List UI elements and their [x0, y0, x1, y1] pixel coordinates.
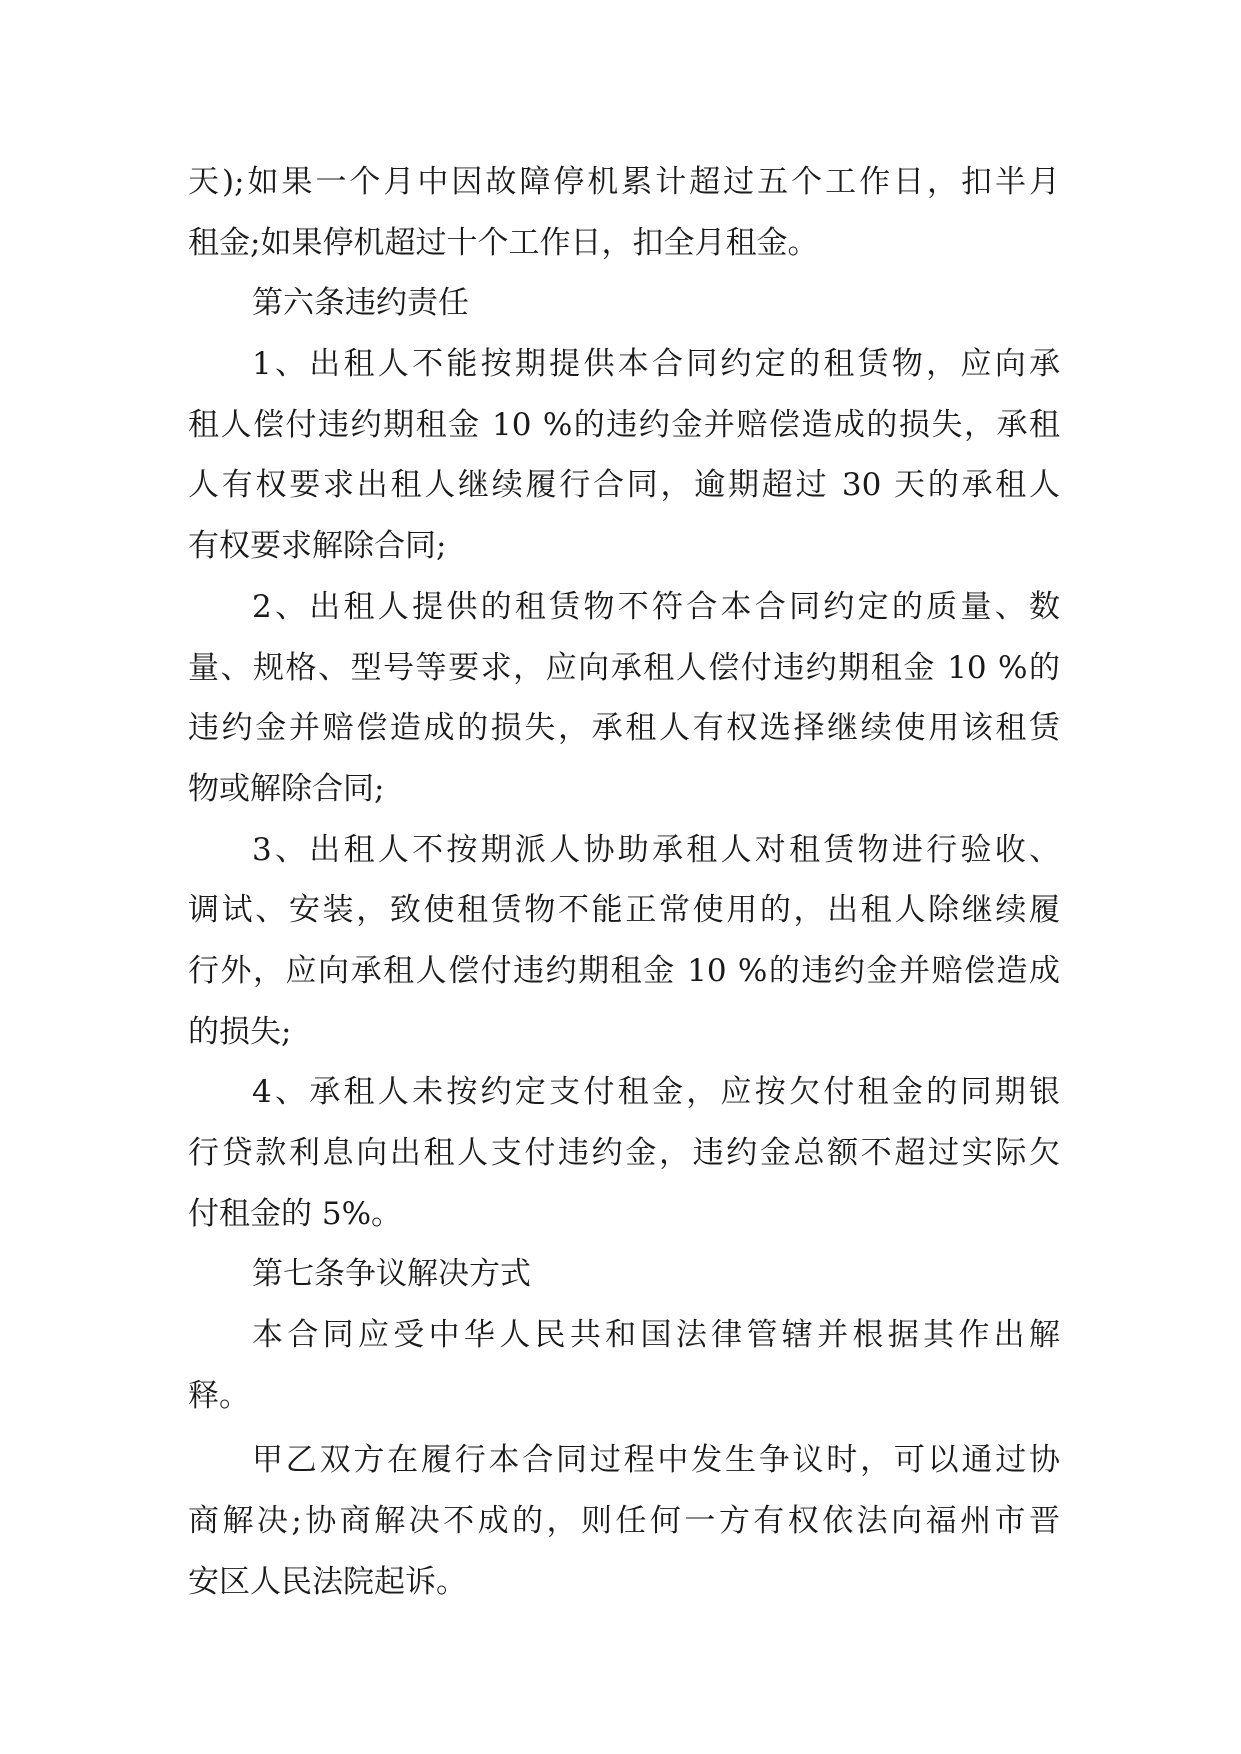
text-line: 调试、安装，致使租赁物不能正常使用的，出租人除继续履: [188, 892, 1060, 929]
text-line: 商解决;协商解决不成的，则任何一方有权依法向福州市晋: [188, 1503, 1060, 1540]
text-line: 行外，应向承租人偿付违约期租金 10 %的违约金并赔偿造成: [188, 952, 1060, 989]
text-line: 租金;如果停机超过十个工作日，扣全月租金。: [188, 224, 819, 261]
text-line: 行贷款利息向出租人支付违约金，违约金总额不超过实际欠: [188, 1135, 1060, 1171]
text-line: 安区人民法院起诉。: [188, 1563, 467, 1600]
text-line: 天);如果一个月中因故障停机累计超过五个工作日，扣半月: [188, 164, 1060, 200]
text-line: 人有权要求出租人继续履行合同，逾期超过 30 天的承租人: [188, 467, 1060, 504]
text-line: 物或解除合同;: [188, 770, 385, 807]
text-line: 1、出租人不能按期提供本合同约定的租赁物，应向承: [252, 346, 1060, 383]
text-line: 付租金的 5%。: [188, 1195, 403, 1232]
text-line: 4、承租人未按约定支付租金，应按欠付租金的同期银: [252, 1074, 1060, 1111]
text-line: 量、规格、型号等要求，应向承租人偿付违约期租金 10 %的: [188, 649, 1060, 686]
text-line: 2、出租人提供的租赁物不符合本合同约定的质量、数: [252, 588, 1060, 625]
section-heading: 第七条争议解决方式: [252, 1256, 531, 1293]
section-heading: 第六条违约责任: [252, 285, 469, 322]
text-line: 甲乙双方在履行本合同过程中发生争议时，可以通过协: [252, 1442, 1060, 1479]
document-page: [188, 152, 1060, 1613]
text-line: 本合同应受中华人民共和国法律管辖并根据其作出解: [252, 1317, 1060, 1354]
text-line: 释。: [188, 1377, 250, 1414]
text-line: 的损失;: [188, 1013, 292, 1050]
text-line: 租人偿付违约期租金 10 %的违约金并赔偿造成的损失，承租: [188, 406, 1060, 443]
text-line: 违约金并赔偿造成的损失，承租人有权选择继续使用该租赁: [188, 710, 1060, 747]
text-line: 有权要求解除合同;: [188, 528, 447, 565]
text-line: 3、出租人不按期派人协助承租人对租赁物进行验收、: [252, 831, 1060, 868]
